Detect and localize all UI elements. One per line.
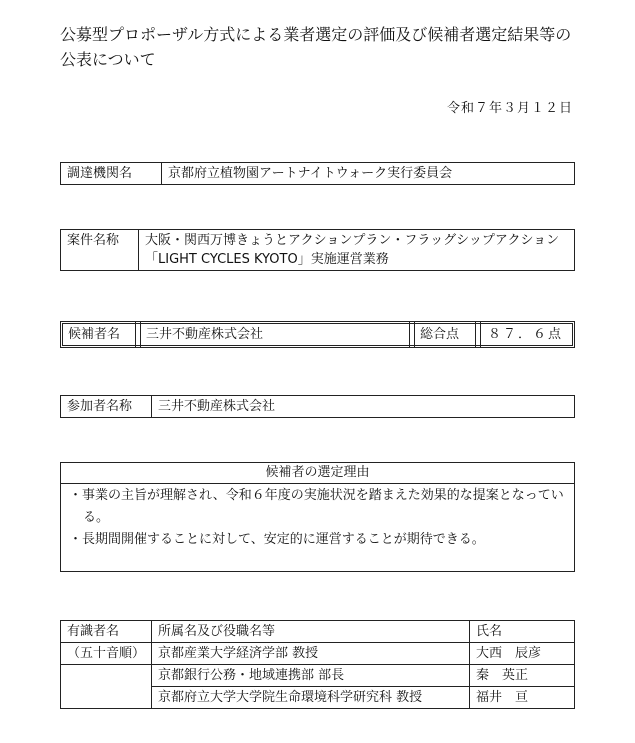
name-header: 氏名 [470,621,575,643]
score-label: 総合点 [420,327,460,342]
score-value: ８７．６点 [488,327,564,342]
selection-reason-box [60,462,575,572]
expert-name: 大西 辰彦 [470,643,575,665]
table-row [61,665,575,687]
project-label: 案件名称 [61,230,139,271]
candidate-value: 三井不動産株式会社 [146,327,264,342]
reason-heading: 候補者の選定理由 [61,463,574,484]
reason-item: ・長期間開催することに対して、安定的に運営することが期待できる。 [69,532,485,547]
participant-value: 三井不動産株式会社 [152,396,575,418]
table-row [61,643,575,665]
reason-item: ・事業の主旨が理解され、令和６年度の実施状況を踏まえた効果的な提案となっている。 [69,488,564,525]
score-separator-right [475,321,481,348]
document-title: 公募型プロポーザル方式による業者選定の評価及び候補者選定結果等の公表について [60,25,572,69]
experts-header-row [61,621,575,643]
agency-table [60,162,575,185]
empty-cell [61,687,152,709]
candidate-label: 候補者名 [68,327,121,342]
experts-table [60,620,575,709]
publication-date: 令和７年３月１２日 [446,101,573,116]
project-table [60,229,575,271]
table-row [61,687,575,709]
agency-label: 調達機関名 [61,163,162,185]
experts-label: 有識者名 [61,621,152,643]
participant-label: 参加者名称 [61,396,152,418]
expert-affiliation: 京都産業大学経済学部 教授 [152,643,470,665]
participant-table [60,395,575,418]
expert-name: 秦 英正 [470,665,575,687]
project-value: 大阪・関西万博きょうとアクションプラン・フラッグシップアクション「LIGHT CYCLES KYOTO」実施運営業務 [139,230,575,271]
expert-name: 福井 亘 [470,687,575,709]
expert-affiliation: 京都銀行公務・地域連携部 部長 [152,665,470,687]
affiliation-header: 所属名及び役職名等 [152,621,470,643]
empty-cell [61,665,152,687]
experts-order-note: （五十音順） [61,643,152,665]
agency-value: 京都府立植物園アートナイトウォーク実行委員会 [162,163,575,185]
expert-affiliation: 京都府立大学大学院生命環境科学研究科 教授 [152,687,470,709]
candidate-box [60,321,575,348]
